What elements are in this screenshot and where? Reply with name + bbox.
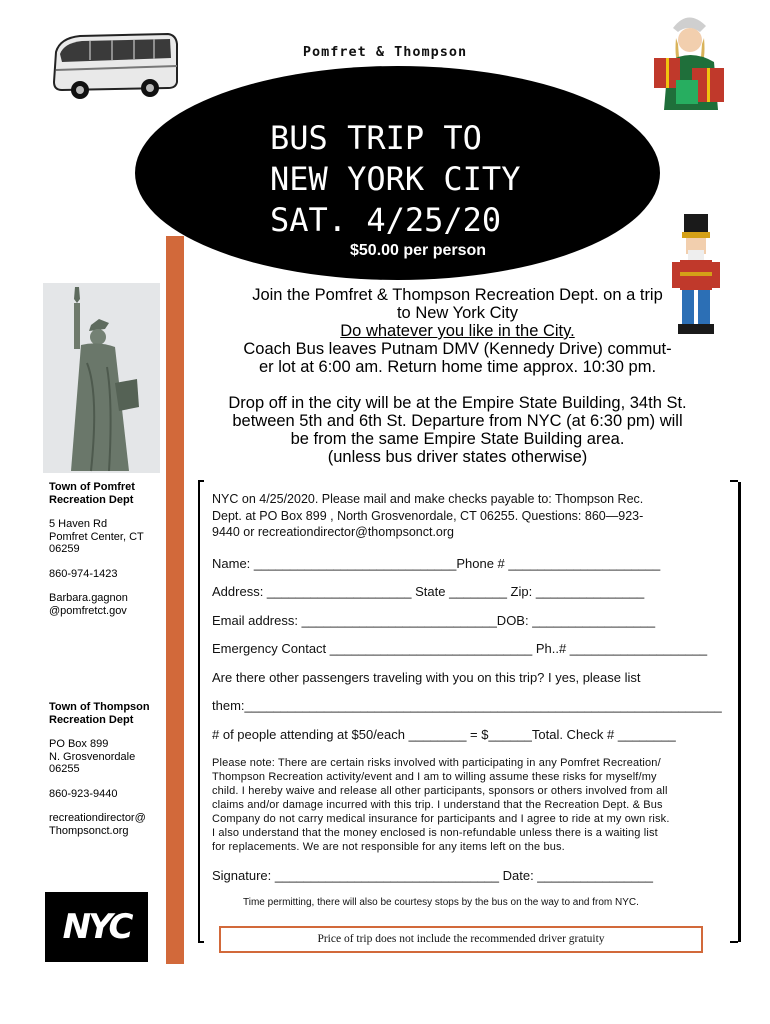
pomfret-contact (49, 481, 164, 617)
form-intro-2: Dept. at PO Box 899 , North Grosvenordale, CT 06255. Questions: 860—923- (212, 509, 644, 523)
title-line-3: SAT. 4/25/20 (270, 201, 502, 239)
pomfret-heading-2: Recreation Dept (49, 493, 134, 506)
pomfret-email-1[interactable]: Barbara.gagnon (49, 592, 128, 604)
statue-of-liberty-image (43, 283, 160, 473)
thompson-email-1[interactable]: recreationdirector@ (49, 812, 146, 824)
thompson-heading-2: Recreation Dept (49, 713, 134, 726)
desc-line-8: be from the same Empire State Building area. (290, 430, 625, 448)
waiver-note-6: I also understand that the money enclosed is non-refundable unless there is a waiting list (212, 827, 658, 839)
pomfret-email-2[interactable]: @pomfretct.gov (49, 604, 127, 617)
desc-line-4: Coach Bus leaves Putnam DMV (Kennedy Drive) commut- (243, 340, 672, 358)
address-field[interactable]: Address: ____________________ State ________ Zip: _______________ (212, 584, 645, 599)
accent-bar (166, 236, 184, 964)
desc-line-6: Drop off in the city will be at the Empire State Building, 34th St. (228, 394, 687, 412)
email-dob-field[interactable]: Email address: ___________________________DOB: _________________ (212, 613, 656, 628)
name-phone-field[interactable]: Name: ____________________________Phone # _____________________ (212, 556, 661, 571)
pomfret-phone: 860-974-1423 (49, 567, 118, 580)
price-per-person: $50.00 per person (350, 242, 487, 259)
waiver-note-2: Thompson Recreation activity/event and I am to willing assume these risks for myself/my (212, 771, 657, 783)
trip-description (195, 286, 720, 466)
desc-line-5: er lot at 6:00 am. Return home time approx. 10:30 pm. (258, 358, 657, 376)
desc-line-7: between 5th and 6th St. Departure from NYC (at 6:30 pm) will (232, 412, 683, 430)
form-corner-bottom-left (198, 941, 204, 943)
trip-title (270, 118, 570, 241)
pomfret-address-1: 5 Haven Rd (49, 518, 108, 530)
thompson-contact (49, 701, 164, 837)
title-line-1: BUS TRIP TO (270, 119, 482, 157)
other-passengers-question: Are there other passengers traveling with you on this trip? I yes, please list (212, 670, 641, 685)
desc-line-9: (unless bus driver states otherwise) (327, 448, 588, 466)
waiver-note-5: Company do not carry medical insurance for participants and I agree to ride at my own risk. (212, 813, 670, 825)
thompson-address-1: PO Box 899 (49, 738, 109, 750)
nyc-logo: NYC (45, 892, 148, 962)
signature-date-field[interactable]: Signature: _______________________________ Date: ________________ (212, 868, 653, 883)
pomfret-address-3: 06259 (49, 543, 80, 555)
attendance-payment-field[interactable]: # of people attending at $50/each ________ = $______Total. Check # ________ (212, 727, 676, 742)
waiver-note-3: child. I hereby waive and release all other participants, sponsors or others involved from all (212, 785, 668, 797)
form-intro-3: 9440 or recreationdirector@thompsonct.org (212, 525, 454, 539)
emergency-contact-field[interactable]: Emergency Contact ____________________________ Ph..# ___________________ (212, 641, 708, 656)
thompson-heading-1: Town of Thompson (49, 701, 150, 713)
waiver-note-4: claims and/or damage incurred with this trip. I understand that the Recreation Dept. & Bus (212, 799, 663, 811)
desc-line-1: Join the Pomfret & Thompson Recreation Dept. on a trip (252, 286, 663, 304)
shopper-with-gifts-image (648, 10, 733, 115)
other-passengers-field[interactable]: them:__________________________________________________________________ (212, 698, 722, 713)
desc-line-2: to New York City (396, 304, 519, 322)
title-line-2: NEW YORK CITY (270, 160, 521, 198)
thompson-address-2: N. Grosvenordale (49, 750, 136, 763)
courtesy-stops-note: Time permitting, there will also be courtesy stops by the bus on the way to and from NYC. (243, 897, 639, 908)
form-corner-bottom-right (730, 941, 738, 943)
presenter-line-1: Pomfret & Thompson (302, 44, 468, 60)
coach-bus-image (50, 30, 180, 102)
gratuity-notice: Price of trip does not include the recommended driver gratuity (219, 926, 703, 953)
form-intro-1: NYC on 4/25/2020. Please mail and make checks payable to: Thompson Rec. (212, 492, 644, 506)
thompson-email-2[interactable]: Thompsonct.org (49, 824, 129, 837)
pomfret-heading-1: Town of Pomfret (49, 481, 135, 493)
thompson-phone: 860-923-9440 (49, 787, 118, 800)
waiver-note-7: for replacements. We are not responsible for any items left on the bus. (212, 841, 565, 853)
form-corner-top-right (730, 480, 738, 482)
pomfret-address-2: Pomfret Center, CT (49, 530, 144, 543)
desc-line-3: Do whatever you like in the City. (340, 322, 575, 340)
form-corner-top-left (198, 480, 204, 482)
thompson-address-3: 06255 (49, 763, 80, 775)
waiver-note-1: Please note: There are certain risks involved with participating in any Pomfret Recreation/ (212, 757, 661, 769)
